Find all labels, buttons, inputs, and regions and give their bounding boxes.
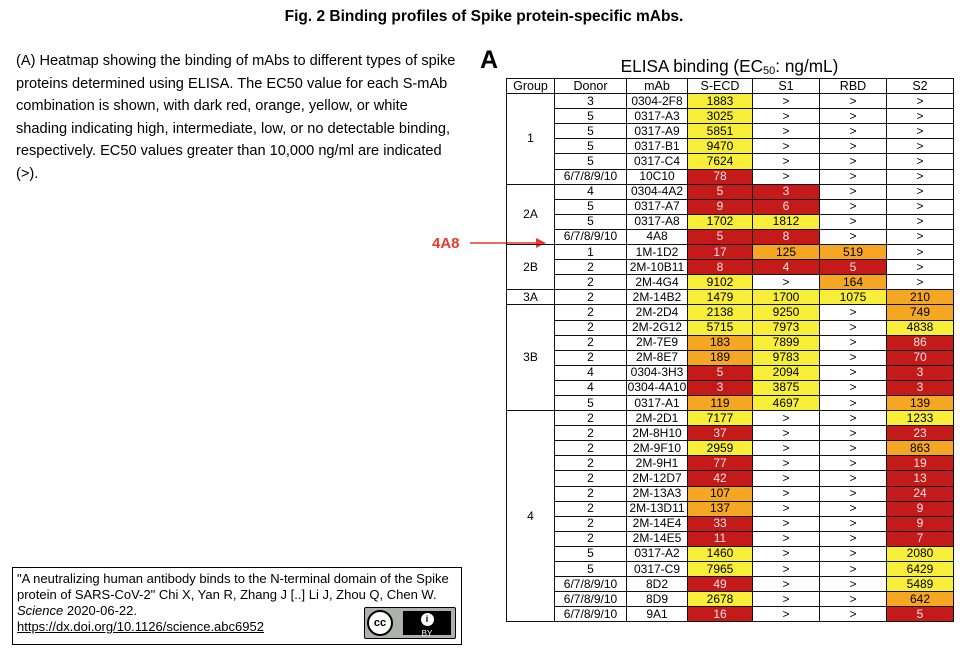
- table-row: [507, 154, 954, 169]
- donor-cell: 2: [555, 350, 627, 365]
- ec50-cell: >: [820, 577, 887, 592]
- ec50-cell: 9470: [688, 139, 753, 154]
- table-row: [507, 124, 954, 139]
- ec50-cell: 9: [887, 516, 954, 531]
- donor-cell: 2: [555, 426, 627, 441]
- mab-cell: 2M-12D7: [627, 471, 688, 486]
- mab-cell: 0317-A9: [627, 124, 688, 139]
- ec50-cell: 6: [753, 199, 820, 214]
- ec50-cell: 3875: [753, 380, 820, 395]
- ec50-cell: >: [887, 184, 954, 199]
- ec50-cell: 7624: [688, 154, 753, 169]
- mab-cell: 4A8: [627, 229, 688, 244]
- ec50-cell: >: [820, 501, 887, 516]
- ec50-cell: 3: [688, 380, 753, 395]
- table-row: [507, 169, 954, 184]
- donor-cell: 5: [555, 154, 627, 169]
- group-label: 3A: [507, 290, 555, 305]
- citation-link[interactable]: https://dx.doi.org/10.1126/science.abc6952: [17, 619, 264, 634]
- ec50-cell: 139: [887, 395, 954, 410]
- donor-cell: 2: [555, 501, 627, 516]
- ec50-cell: 863: [887, 441, 954, 456]
- ec50-cell: >: [820, 94, 887, 109]
- mab-cell: 0304-3H3: [627, 365, 688, 380]
- donor-cell: 6/7/8/9/10: [555, 169, 627, 184]
- ec50-cell: >: [820, 139, 887, 154]
- ec50-cell: 7965: [688, 562, 753, 577]
- table-row: [507, 546, 954, 561]
- ec50-cell: 1700: [753, 290, 820, 305]
- ec50-cell: >: [820, 486, 887, 501]
- mab-cell: 2M-14B2: [627, 290, 688, 305]
- mab-cell: 2M-8E7: [627, 350, 688, 365]
- ec50-cell: 19: [887, 456, 954, 471]
- ec50-cell: >: [820, 320, 887, 335]
- donor-cell: 5: [555, 109, 627, 124]
- ec50-cell: 1075: [820, 290, 887, 305]
- donor-cell: 2: [555, 335, 627, 350]
- mab-cell: 0304-4A2: [627, 184, 688, 199]
- column-header: S2: [887, 79, 954, 94]
- ec50-cell: >: [820, 607, 887, 622]
- mab-cell: 2M-2G12: [627, 320, 688, 335]
- ec50-cell: >: [887, 260, 954, 275]
- mab-cell: 2M-13A3: [627, 486, 688, 501]
- donor-cell: 4: [555, 380, 627, 395]
- mab-cell: 0317-A3: [627, 109, 688, 124]
- donor-cell: 5: [555, 139, 627, 154]
- table-row: [507, 245, 954, 260]
- donor-cell: 2: [555, 531, 627, 546]
- donor-cell: 3: [555, 94, 627, 109]
- donor-cell: 2: [555, 320, 627, 335]
- ec50-cell: 16: [688, 607, 753, 622]
- ec50-cell: 519: [820, 245, 887, 260]
- mab-cell: 2M-13D11: [627, 501, 688, 516]
- ec50-cell: >: [820, 531, 887, 546]
- mab-cell: 0317-A1: [627, 395, 688, 410]
- ec50-cell: 189: [688, 350, 753, 365]
- mab-cell: 8D2: [627, 577, 688, 592]
- figure-title: Fig. 2 Binding profiles of Spike protein-specific mAbs.: [284, 8, 684, 25]
- ec50-cell: 13: [887, 471, 954, 486]
- donor-cell: 5: [555, 546, 627, 561]
- ec50-cell: >: [753, 94, 820, 109]
- table-row: [507, 411, 954, 426]
- donor-cell: 6/7/8/9/10: [555, 229, 627, 244]
- mab-cell: 2M-2D4: [627, 305, 688, 320]
- ec50-cell: >: [887, 139, 954, 154]
- table-row: [507, 501, 954, 516]
- ec50-cell: 2080: [887, 546, 954, 561]
- group-label: 1: [507, 94, 555, 185]
- table-row: [507, 139, 954, 154]
- cc-by-license-icon: [364, 607, 456, 639]
- ec50-cell: 749: [887, 305, 954, 320]
- ec50-cell: 5851: [688, 124, 753, 139]
- ec50-cell: 8: [753, 229, 820, 244]
- figure-description: (A) Heatmap showing the binding of mAbs to different types of spike proteins determined using ELISA. The EC50 value for each S-mAb combination is shown, with dark red, orange, yellow, or white shading indicating high, intermediate, low, or no detectable binding, respectively. EC50 values greater than 10,000 ng/ml are indicated (>).: [16, 53, 456, 182]
- ec50-cell: >: [753, 124, 820, 139]
- mab-cell: 2M-14E4: [627, 516, 688, 531]
- ec50-cell: 7177: [688, 411, 753, 426]
- ec50-cell: 1479: [688, 290, 753, 305]
- ec50-cell: 2678: [688, 592, 753, 607]
- ec50-cell: 1233: [887, 411, 954, 426]
- panel-label: A: [480, 46, 499, 74]
- elisa-heatmap-table: [506, 78, 954, 622]
- ec50-cell: >: [887, 199, 954, 214]
- donor-cell: 5: [555, 199, 627, 214]
- ec50-cell: 1812: [753, 214, 820, 229]
- mab-cell: 2M-9F10: [627, 441, 688, 456]
- by-label: BY: [421, 629, 433, 638]
- ec50-cell: >: [753, 139, 820, 154]
- ec50-cell: >: [820, 592, 887, 607]
- ec50-cell: 4697: [753, 395, 820, 410]
- ec50-cell: >: [753, 441, 820, 456]
- table-row: [507, 350, 954, 365]
- ec50-cell: 164: [820, 275, 887, 290]
- ec50-cell: >: [753, 531, 820, 546]
- table-row: [507, 335, 954, 350]
- donor-cell: 2: [555, 275, 627, 290]
- ec50-cell: 9: [887, 501, 954, 516]
- heatmap-title-suffix: : ng/mL): [775, 56, 839, 76]
- mab-cell: 0304-2F8: [627, 94, 688, 109]
- ec50-cell: 4838: [887, 320, 954, 335]
- ec50-cell: >: [820, 546, 887, 561]
- ec50-cell: >: [820, 229, 887, 244]
- ec50-cell: 7: [887, 531, 954, 546]
- ec50-cell: >: [820, 471, 887, 486]
- ec50-cell: >: [820, 380, 887, 395]
- ec50-cell: 2138: [688, 305, 753, 320]
- ec50-cell: >: [820, 305, 887, 320]
- donor-cell: 2: [555, 305, 627, 320]
- column-header: S-ECD: [688, 79, 753, 94]
- mab-cell: 2M-4G4: [627, 275, 688, 290]
- ec50-cell: 642: [887, 592, 954, 607]
- ec50-cell: >: [820, 109, 887, 124]
- donor-cell: 2: [555, 471, 627, 486]
- donor-cell: 5: [555, 214, 627, 229]
- ec50-cell: 119: [688, 395, 753, 410]
- ec50-cell: >: [753, 516, 820, 531]
- donor-cell: 4: [555, 365, 627, 380]
- mab-cell: 1M-1D2: [627, 245, 688, 260]
- ec50-cell: >: [887, 154, 954, 169]
- ec50-cell: >: [753, 154, 820, 169]
- citation-text: "A neutralizing human antibody binds to the N-terminal domain of the Spike protein of SARS-CoV-2" Chi X, Yan R, Zhang J [..] Li J, Zhou Q, Chen W.: [17, 571, 449, 602]
- table-row: [507, 94, 954, 109]
- donor-cell: 6/7/8/9/10: [555, 592, 627, 607]
- ec50-cell: 7973: [753, 320, 820, 335]
- mab-cell: 2M-2D1: [627, 411, 688, 426]
- ec50-cell: >: [753, 592, 820, 607]
- table-row: [507, 109, 954, 124]
- ec50-cell: 70: [887, 350, 954, 365]
- ec50-cell: 3: [753, 184, 820, 199]
- mab-cell: 0317-C9: [627, 562, 688, 577]
- table-row: [507, 260, 954, 275]
- creative-commons-icon: cc: [367, 610, 393, 636]
- ec50-cell: >: [887, 214, 954, 229]
- ec50-cell: 24: [887, 486, 954, 501]
- donor-cell: 2: [555, 260, 627, 275]
- ec50-cell: >: [820, 335, 887, 350]
- ec50-cell: >: [887, 229, 954, 244]
- ec50-cell: >: [820, 395, 887, 410]
- ec50-cell: >: [753, 109, 820, 124]
- ec50-cell: 210: [887, 290, 954, 305]
- ec50-cell: >: [887, 124, 954, 139]
- ec50-cell: 1460: [688, 546, 753, 561]
- column-header: Donor: [555, 79, 627, 94]
- table-row: [507, 214, 954, 229]
- ec50-cell: 8: [688, 260, 753, 275]
- table-row: [507, 290, 954, 305]
- ec50-cell: 3: [887, 380, 954, 395]
- ec50-cell: 33: [688, 516, 753, 531]
- ec50-cell: >: [820, 426, 887, 441]
- table-row: [507, 486, 954, 501]
- table-row: [507, 441, 954, 456]
- donor-cell: 1: [555, 245, 627, 260]
- ec50-cell: 5: [688, 365, 753, 380]
- ec50-cell: 5: [820, 260, 887, 275]
- ec50-cell: >: [753, 577, 820, 592]
- ec50-cell: 125: [753, 245, 820, 260]
- citation-journal: Science: [17, 603, 64, 618]
- ec50-cell: >: [820, 441, 887, 456]
- header-row: [507, 79, 954, 94]
- ec50-cell: >: [887, 245, 954, 260]
- ec50-cell: 86: [887, 335, 954, 350]
- mab-cell: 0317-B1: [627, 139, 688, 154]
- table-row: [507, 199, 954, 214]
- donor-cell: 5: [555, 562, 627, 577]
- ec50-cell: >: [820, 184, 887, 199]
- ec50-cell: >: [753, 546, 820, 561]
- ec50-cell: >: [887, 169, 954, 184]
- table-row: [507, 577, 954, 592]
- ec50-cell: >: [753, 471, 820, 486]
- group-label: 2A: [507, 184, 555, 244]
- donor-cell: 6/7/8/9/10: [555, 577, 627, 592]
- ec50-cell: 1702: [688, 214, 753, 229]
- ec50-cell: >: [820, 199, 887, 214]
- ec50-cell: >: [753, 426, 820, 441]
- ec50-cell: >: [753, 607, 820, 622]
- ec50-cell: 49: [688, 577, 753, 592]
- mab-cell: 2M-10B11: [627, 260, 688, 275]
- ec50-cell: 1883: [688, 94, 753, 109]
- mab-cell: 9A1: [627, 607, 688, 622]
- ec50-cell: >: [820, 365, 887, 380]
- ec50-cell: >: [753, 501, 820, 516]
- table-row: [507, 275, 954, 290]
- ec50-cell: 42: [688, 471, 753, 486]
- ec50-cell: 77: [688, 456, 753, 471]
- ec50-cell: 5: [688, 184, 753, 199]
- ec50-cell: 9250: [753, 305, 820, 320]
- group-label: 4: [507, 411, 555, 622]
- ec50-cell: 3025: [688, 109, 753, 124]
- ec50-cell: 78: [688, 169, 753, 184]
- table-row: [507, 305, 954, 320]
- table-row: [507, 562, 954, 577]
- table-row: [507, 607, 954, 622]
- ec50-cell: 5: [887, 607, 954, 622]
- column-header: mAb: [627, 79, 688, 94]
- ec50-cell: >: [820, 124, 887, 139]
- donor-cell: 2: [555, 411, 627, 426]
- ec50-cell: 23: [887, 426, 954, 441]
- table-row: [507, 426, 954, 441]
- ec50-cell: >: [753, 486, 820, 501]
- ec50-cell: 5489: [887, 577, 954, 592]
- group-label: 2B: [507, 245, 555, 290]
- mab-cell: 0317-A7: [627, 199, 688, 214]
- column-header: RBD: [820, 79, 887, 94]
- ec50-cell: 5: [688, 229, 753, 244]
- ec50-cell: 4: [753, 260, 820, 275]
- table-row: [507, 516, 954, 531]
- table-row: [507, 229, 954, 244]
- ec50-cell: 9783: [753, 350, 820, 365]
- table-row: [507, 184, 954, 199]
- heatmap-title-prefix: ELISA binding (EC: [620, 56, 764, 76]
- ec50-cell: >: [820, 214, 887, 229]
- ec50-cell: 7899: [753, 335, 820, 350]
- callout-label: 4A8: [432, 235, 460, 252]
- ec50-cell: 2959: [688, 441, 753, 456]
- person-icon: i: [421, 613, 434, 626]
- ec50-cell: >: [887, 94, 954, 109]
- mab-cell: 0317-A2: [627, 546, 688, 561]
- column-header: S1: [753, 79, 820, 94]
- table-row: [507, 456, 954, 471]
- ec50-cell: 6429: [887, 562, 954, 577]
- ec50-cell: >: [753, 275, 820, 290]
- mab-cell: 0304-4A10: [627, 380, 687, 395]
- ec50-cell: 9102: [688, 275, 753, 290]
- ec50-cell: >: [753, 456, 820, 471]
- mab-cell: 0317-A8: [627, 214, 688, 229]
- table-row: [507, 592, 954, 607]
- table-row: [507, 365, 954, 380]
- ec50-cell: >: [820, 169, 887, 184]
- ec50-cell: 37: [688, 426, 753, 441]
- donor-cell: 2: [555, 486, 627, 501]
- table-row: [507, 471, 954, 486]
- donor-cell: 2: [555, 290, 627, 305]
- table-row: [507, 320, 954, 335]
- column-header: Group: [507, 79, 555, 94]
- ec50-cell: >: [887, 109, 954, 124]
- table-row: [507, 380, 954, 395]
- ec50-cell: >: [820, 350, 887, 365]
- ec50-cell: >: [820, 154, 887, 169]
- donor-cell: 2: [555, 516, 627, 531]
- ec50-cell: >: [753, 562, 820, 577]
- mab-cell: 2M-8H10: [627, 426, 688, 441]
- mab-cell: 8D9: [627, 592, 688, 607]
- mab-cell: 10C10: [627, 169, 688, 184]
- donor-cell: 5: [555, 395, 627, 410]
- donor-cell: 6/7/8/9/10: [555, 607, 627, 622]
- ec50-cell: >: [820, 516, 887, 531]
- donor-cell: 2: [555, 441, 627, 456]
- mab-cell: 2M-14E5: [627, 531, 688, 546]
- citation-date: 2020-06-22.: [63, 603, 137, 618]
- ec50-cell: 9: [688, 199, 753, 214]
- donor-cell: 2: [555, 456, 627, 471]
- donor-cell: 5: [555, 124, 627, 139]
- attribution-badge: [403, 611, 451, 638]
- ec50-cell: >: [820, 456, 887, 471]
- ec50-cell: >: [887, 275, 954, 290]
- ec50-cell: 183: [688, 335, 753, 350]
- mab-cell: 0317-C4: [627, 154, 688, 169]
- table-row: [507, 531, 954, 546]
- citation-box: [12, 567, 462, 645]
- ec50-cell: >: [820, 411, 887, 426]
- ec50-cell: 5715: [688, 320, 753, 335]
- ec50-cell: >: [753, 411, 820, 426]
- table-row: [507, 395, 954, 410]
- donor-cell: 4: [555, 184, 627, 199]
- ec50-cell: 2094: [753, 365, 820, 380]
- heatmap-title-sub: 50: [763, 65, 776, 77]
- ec50-cell: 3: [887, 365, 954, 380]
- ec50-cell: 11: [688, 531, 753, 546]
- mab-cell: 2M-7E9: [627, 335, 688, 350]
- ec50-cell: 107: [688, 486, 753, 501]
- ec50-cell: >: [753, 169, 820, 184]
- mab-cell: 2M-9H1: [627, 456, 688, 471]
- ec50-cell: 137: [688, 501, 753, 516]
- ec50-cell: 17: [688, 245, 753, 260]
- heatmap-title: [506, 56, 953, 77]
- group-label: 3B: [507, 305, 555, 411]
- ec50-cell: >: [820, 562, 887, 577]
